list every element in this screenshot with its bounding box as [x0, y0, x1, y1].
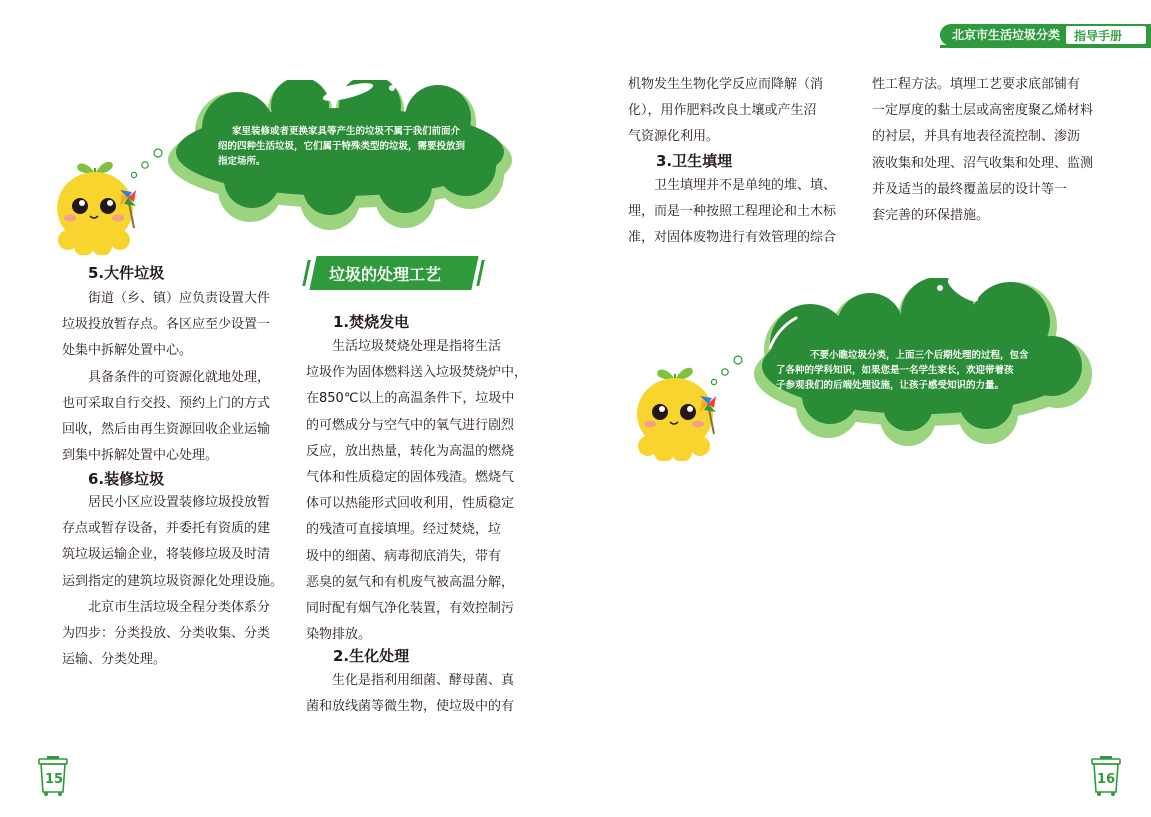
heading-incineration: 1.焚烧发电 [333, 313, 410, 331]
bubble-right-text [776, 348, 1076, 393]
mascot-right [630, 356, 720, 461]
section-title-banner [313, 256, 475, 290]
text-line: 气资源化利用。 [628, 129, 720, 145]
header-title: 北京市生活垃圾分类 [952, 28, 1061, 42]
text-line: 居民小区应设置装修垃圾投放暂 [88, 495, 271, 510]
text-line: 为四步：分类投放、分类收集、分类 [62, 626, 271, 642]
header-rule [940, 45, 1151, 48]
heading-bulky-waste: 5.大件垃圾 [88, 264, 165, 282]
text-line: 气体和性质稳定的固体残渣。燃烧气 [306, 470, 515, 486]
text-line: 化），用作肥料改良土壤或产生沼 [628, 103, 817, 119]
bubble-right-line: 子参观我们的后端处理设施，让孩子感受知识的力量。 [776, 380, 1005, 391]
text-line: 垃圾作为固体燃料送入垃圾焚烧炉中， [306, 365, 528, 381]
text-line: 处集中拆解处置中心。 [62, 343, 193, 359]
text-line: 存点或暂存设备，并委托有资质的建 [62, 521, 271, 537]
text-line: 的残渣可直接填埋。经过焚烧，垃 [306, 522, 502, 538]
bubble-left-line: 家里装修或者更换家具等产生的垃圾不属于我们前面介 [232, 126, 461, 137]
text-line: 液收集和处理、沼气收集和处理、监测 [872, 155, 1094, 171]
bubble-left-text [218, 124, 498, 169]
text-line: 的衬层，并具有地表径流控制、渗沥 [872, 129, 1081, 145]
text-line: 筑垃圾运输企业，将装修垃圾及时清 [62, 547, 271, 563]
paragraph-incineration [306, 334, 538, 648]
paragraph-bulky-waste [62, 286, 294, 469]
text-line: 也可采取自行交投、预约上门的方式 [62, 395, 271, 411]
text-line: 染物排放。 [306, 627, 372, 643]
text-line: 菌和放线菌等微生物，使垃圾中的有 [306, 699, 515, 715]
mascot-left [50, 150, 140, 255]
text-line: 垃圾投放暂存点。各区应至少设置一 [62, 317, 271, 333]
paragraph-landfill-continued [872, 72, 1104, 229]
bubble-left-line: 指定场所。 [218, 156, 266, 167]
bubble-right-line: 不要小瞧垃圾分类，上面三个后期处理的过程，包含 [810, 350, 1029, 361]
text-line: 生活垃圾焚烧处理是指将生活 [332, 339, 502, 354]
paragraph-renovation-waste [62, 490, 294, 673]
banner-tick [476, 260, 485, 286]
text-line: 机物发生生物化学反应而降解（消 [628, 77, 824, 92]
text-line: 卫生填埋并不是单纯的堆、填、 [654, 178, 837, 193]
text-line: 恶臭的氨气和有机废气被高温分解， [306, 574, 515, 590]
text-line: 准，对固体废物进行有效管理的综合 [628, 230, 837, 246]
text-line: 并及适当的最终覆盖层的设计等一 [872, 181, 1068, 197]
heading-landfill: 3.卫生填埋 [656, 152, 733, 170]
page-number-left: 15 [45, 772, 64, 787]
text-line: 运输、分类处理。 [62, 652, 167, 668]
text-line: 到集中拆解处置中心处理。 [62, 448, 219, 464]
page-number-right: 16 [1097, 772, 1116, 787]
text-line: 圾中的细菌、病毒彻底消失，带有 [306, 548, 502, 564]
header-band [940, 24, 1151, 48]
header-subtitle: 指导手册 [1074, 29, 1123, 43]
heading-biochemical: 2.生化处理 [333, 647, 410, 665]
text-line: 埋，而是一种按照工程理论和土木标 [628, 204, 837, 220]
text-line: 性工程方法。填埋工艺要求底部铺有 [872, 77, 1081, 92]
paragraph-biochemical [306, 668, 538, 720]
text-line: 的可燃成分与空气中的氧气进行剧烈 [306, 417, 515, 433]
text-line: 生化是指利用细菌、酵母菌、真 [332, 673, 515, 688]
text-line: 具备条件的可资源化就地处理， [88, 369, 271, 385]
paragraph-landfill [628, 173, 860, 252]
bubble-right-line: 了各种的学科知识，如果您是一名学生家长，欢迎带着孩 [776, 365, 1014, 376]
text-line: 回收，然后由再生资源回收企业运输 [62, 422, 271, 438]
text-line: 套完善的环保措施。 [872, 208, 990, 224]
text-line: 运到指定的建筑垃圾资源化处理设施。 [62, 573, 284, 589]
bubble-left-line: 绍的四种生活垃圾，它们属于特殊类型的垃圾，需要投放到 [218, 141, 466, 152]
section-title: 垃圾的处理工艺 [329, 265, 442, 284]
text-line: 同时配有烟气净化装置，有效控制污 [306, 601, 515, 617]
text-line: 在850℃以上的高温条件下，垃圾中 [306, 391, 515, 407]
text-line: 一定厚度的黏土层或高密度聚乙烯材料 [872, 103, 1094, 119]
heading-renovation-waste: 6.装修垃圾 [88, 470, 165, 488]
text-line: 体可以热能形式回收利用，性质稳定 [306, 496, 515, 512]
text-line: 街道（乡、镇）应负责设置大件 [88, 291, 271, 306]
text-line: 反应，放出热量，转化为高温的燃烧 [306, 443, 515, 459]
banner-tick [302, 260, 311, 286]
text-line: 北京市生活垃圾全程分类体系分 [88, 599, 271, 615]
paragraph-biochemical-continued [628, 72, 860, 151]
